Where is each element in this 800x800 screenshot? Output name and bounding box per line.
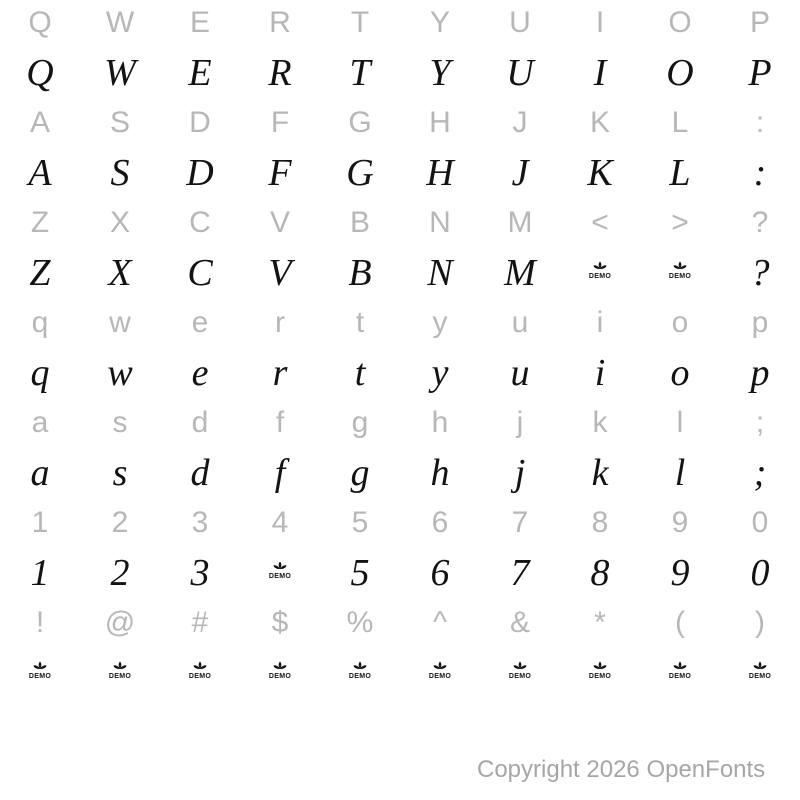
reference-char: 3: [191, 506, 209, 539]
demo-fleuron-icon: [432, 661, 448, 672]
demo-fleuron-icon: [32, 661, 48, 672]
reference-char: R: [269, 6, 291, 39]
demo-glyph-stack: [189, 661, 211, 680]
specimen-char: Z: [29, 252, 51, 294]
reference-char: Z: [30, 206, 50, 239]
reference-char: k: [592, 406, 608, 439]
reference-char: u: [511, 306, 529, 339]
specimen-char: ;: [753, 452, 767, 494]
key-row-4: [0, 300, 800, 400]
demo-glyph-label: DEMO: [348, 672, 372, 680]
reference-char: s: [112, 406, 128, 439]
demo-glyph: [240, 546, 320, 600]
specimen-row: [0, 146, 800, 200]
reference-row: [0, 300, 800, 346]
specimen-char: O: [666, 52, 694, 94]
demo-glyph-stack: [669, 261, 691, 280]
reference-char: O: [668, 6, 692, 39]
reference-char: T: [350, 6, 370, 39]
copyright-text: Copyright 2026 OpenFonts: [477, 756, 766, 783]
demo-glyph: [320, 646, 400, 700]
specimen-char: V: [268, 252, 292, 294]
reference-row: [0, 500, 800, 546]
specimen-char: 8: [590, 552, 610, 594]
specimen-char: 3: [190, 552, 210, 594]
reference-char: 0: [751, 506, 769, 539]
specimen-char: F: [268, 152, 292, 194]
reference-char: j: [516, 406, 524, 439]
demo-glyph: [160, 646, 240, 700]
specimen-char: E: [188, 52, 212, 94]
reference-row: [0, 400, 800, 446]
demo-glyph: [640, 246, 720, 300]
demo-glyph-stack: [349, 661, 371, 680]
reference-char: ?: [751, 206, 769, 239]
reference-char: P: [749, 6, 770, 39]
reference-char: <: [591, 206, 609, 239]
reference-char: A: [29, 106, 50, 139]
reference-char: d: [191, 406, 209, 439]
specimen-char: D: [186, 152, 214, 194]
demo-fleuron-icon: [752, 661, 768, 672]
specimen-char: w: [107, 352, 133, 394]
specimen-row: [0, 346, 800, 400]
reference-char: 1: [31, 506, 49, 539]
reference-char: f: [275, 406, 285, 439]
reference-char: W: [105, 6, 135, 39]
demo-glyph-label: DEMO: [28, 672, 52, 680]
reference-char: o: [671, 306, 689, 339]
specimen-row: [0, 46, 800, 100]
demo-glyph-label: DEMO: [748, 672, 772, 680]
reference-char: S: [109, 106, 130, 139]
demo-glyph-label: DEMO: [268, 672, 292, 680]
reference-char: Y: [429, 6, 450, 39]
key-row-2: [0, 100, 800, 200]
reference-char: N: [429, 206, 451, 239]
reference-char: Q: [28, 6, 52, 39]
demo-glyph-stack: [429, 661, 451, 680]
specimen-char: 7: [510, 552, 530, 594]
demo-glyph: [0, 646, 80, 700]
demo-glyph-stack: [509, 661, 531, 680]
reference-char: J: [512, 106, 528, 139]
reference-row: [0, 0, 800, 46]
specimen-char: B: [348, 252, 372, 294]
specimen-char: G: [346, 152, 374, 194]
demo-glyph-stack: [589, 261, 611, 280]
specimen-char: T: [349, 52, 371, 94]
reference-char: %: [346, 606, 374, 639]
demo-glyph: [720, 646, 800, 700]
reference-char: w: [109, 306, 131, 339]
reference-char: r: [275, 306, 285, 339]
demo-fleuron-icon: [512, 661, 528, 672]
specimen-char: R: [268, 52, 292, 94]
specimen-char: j: [514, 452, 526, 494]
demo-glyph: [640, 646, 720, 700]
specimen-char: H: [426, 152, 454, 194]
demo-glyph-label: DEMO: [588, 272, 612, 280]
specimen-char: y: [431, 352, 449, 394]
specimen-char: k: [591, 452, 609, 494]
specimen-char: L: [669, 152, 691, 194]
specimen-char: d: [190, 452, 210, 494]
reference-char: 4: [271, 506, 289, 539]
demo-glyph-stack: [269, 561, 291, 580]
demo-glyph-stack: [109, 661, 131, 680]
reference-char: U: [509, 6, 531, 39]
reference-char: p: [751, 306, 769, 339]
demo-glyph-stack: [29, 661, 51, 680]
specimen-char: 0: [750, 552, 770, 594]
specimen-row: [0, 246, 800, 300]
reference-char: (: [675, 606, 685, 639]
specimen-char: ?: [750, 252, 770, 294]
reference-char: M: [507, 206, 533, 239]
reference-char: 8: [591, 506, 609, 539]
reference-char: I: [595, 6, 605, 39]
specimen-char: s: [112, 452, 128, 494]
demo-glyph-stack: [589, 661, 611, 680]
reference-char: #: [191, 606, 209, 639]
reference-char: l: [676, 406, 684, 439]
demo-glyph-label: DEMO: [428, 672, 452, 680]
demo-glyph: [400, 646, 480, 700]
specimen-char: X: [108, 252, 132, 294]
specimen-char: N: [427, 252, 453, 294]
specimen-char: p: [750, 352, 770, 394]
reference-char: B: [349, 206, 370, 239]
reference-char: X: [109, 206, 130, 239]
reference-char: &: [509, 606, 530, 639]
key-row-3: [0, 200, 800, 300]
specimen-char: A: [28, 152, 52, 194]
reference-char: 7: [511, 506, 529, 539]
demo-glyph-stack: [749, 661, 771, 680]
reference-char: i: [596, 306, 604, 339]
specimen-char: f: [274, 452, 286, 494]
reference-char: 6: [431, 506, 449, 539]
reference-char: C: [189, 206, 211, 239]
specimen-row: [0, 646, 800, 700]
specimen-row: [0, 546, 800, 600]
reference-char: q: [31, 306, 49, 339]
specimen-row: [0, 446, 800, 500]
reference-char: D: [189, 106, 211, 139]
key-row-6: [0, 500, 800, 600]
demo-fleuron-icon: [192, 661, 208, 672]
reference-row: [0, 100, 800, 146]
key-row-1: [0, 0, 800, 100]
specimen-char: Q: [26, 52, 54, 94]
specimen-char: l: [674, 452, 686, 494]
demo-glyph-label: DEMO: [668, 672, 692, 680]
specimen-char: 6: [430, 552, 450, 594]
demo-fleuron-icon: [672, 261, 688, 272]
demo-fleuron-icon: [672, 661, 688, 672]
demo-glyph-label: DEMO: [268, 572, 292, 580]
specimen-char: i: [594, 352, 606, 394]
demo-glyph-stack: [669, 661, 691, 680]
demo-fleuron-icon: [352, 661, 368, 672]
reference-char: 2: [111, 506, 129, 539]
demo-glyph: [560, 646, 640, 700]
reference-char: >: [671, 206, 689, 239]
demo-glyph: [480, 646, 560, 700]
reference-char: :: [755, 106, 765, 139]
reference-char: !: [35, 606, 45, 639]
demo-glyph-label: DEMO: [668, 272, 692, 280]
reference-char: @: [104, 606, 136, 639]
specimen-char: e: [191, 352, 209, 394]
reference-char: 5: [351, 506, 369, 539]
reference-char: F: [270, 106, 290, 139]
specimen-char: U: [506, 52, 534, 94]
reference-char: ^: [432, 606, 448, 639]
demo-glyph-label: DEMO: [108, 672, 132, 680]
specimen-char: a: [30, 452, 50, 494]
specimen-char: W: [104, 52, 136, 94]
demo-fleuron-icon: [272, 561, 288, 572]
demo-fleuron-icon: [592, 661, 608, 672]
specimen-char: t: [354, 352, 366, 394]
reference-row: [0, 200, 800, 246]
specimen-char: S: [110, 152, 130, 194]
reference-char: ): [755, 606, 765, 639]
reference-char: K: [589, 106, 610, 139]
reference-char: t: [355, 306, 365, 339]
reference-char: $: [271, 606, 289, 639]
reference-char: *: [594, 606, 606, 639]
reference-row: [0, 600, 800, 646]
demo-glyph-label: DEMO: [508, 672, 532, 680]
specimen-char: q: [30, 352, 50, 394]
specimen-char: 1: [30, 552, 50, 594]
specimen-char: K: [587, 152, 613, 194]
specimen-char: J: [511, 152, 529, 194]
specimen-char: 9: [670, 552, 690, 594]
demo-glyph: [560, 246, 640, 300]
reference-char: 9: [671, 506, 689, 539]
reference-char: e: [191, 306, 209, 339]
specimen-char: 5: [350, 552, 370, 594]
specimen-char: h: [430, 452, 450, 494]
reference-char: y: [432, 306, 448, 339]
reference-char: E: [189, 6, 210, 39]
specimen-char: M: [504, 252, 536, 294]
specimen-char: r: [272, 352, 288, 394]
reference-char: ;: [755, 406, 765, 439]
reference-char: V: [269, 206, 290, 239]
key-row-7: [0, 600, 800, 700]
specimen-char: :: [753, 152, 767, 194]
specimen-char: u: [510, 352, 530, 394]
reference-char: G: [348, 106, 372, 139]
specimen-char: 2: [110, 552, 130, 594]
specimen-char: I: [593, 52, 607, 94]
demo-glyph-label: DEMO: [588, 672, 612, 680]
reference-char: g: [351, 406, 369, 439]
specimen-char: g: [350, 452, 370, 494]
demo-glyph-stack: [269, 661, 291, 680]
demo-fleuron-icon: [272, 661, 288, 672]
key-row-5: [0, 400, 800, 500]
demo-fleuron-icon: [592, 261, 608, 272]
demo-fleuron-icon: [112, 661, 128, 672]
reference-char: a: [31, 406, 49, 439]
specimen-char: P: [748, 52, 772, 94]
demo-glyph: [80, 646, 160, 700]
demo-glyph-label: DEMO: [188, 672, 212, 680]
reference-char: h: [431, 406, 449, 439]
reference-char: L: [671, 106, 689, 139]
reference-char: H: [429, 106, 451, 139]
specimen-char: o: [670, 352, 690, 394]
specimen-char: C: [187, 252, 213, 294]
demo-glyph: [240, 646, 320, 700]
specimen-char: Y: [429, 52, 451, 94]
